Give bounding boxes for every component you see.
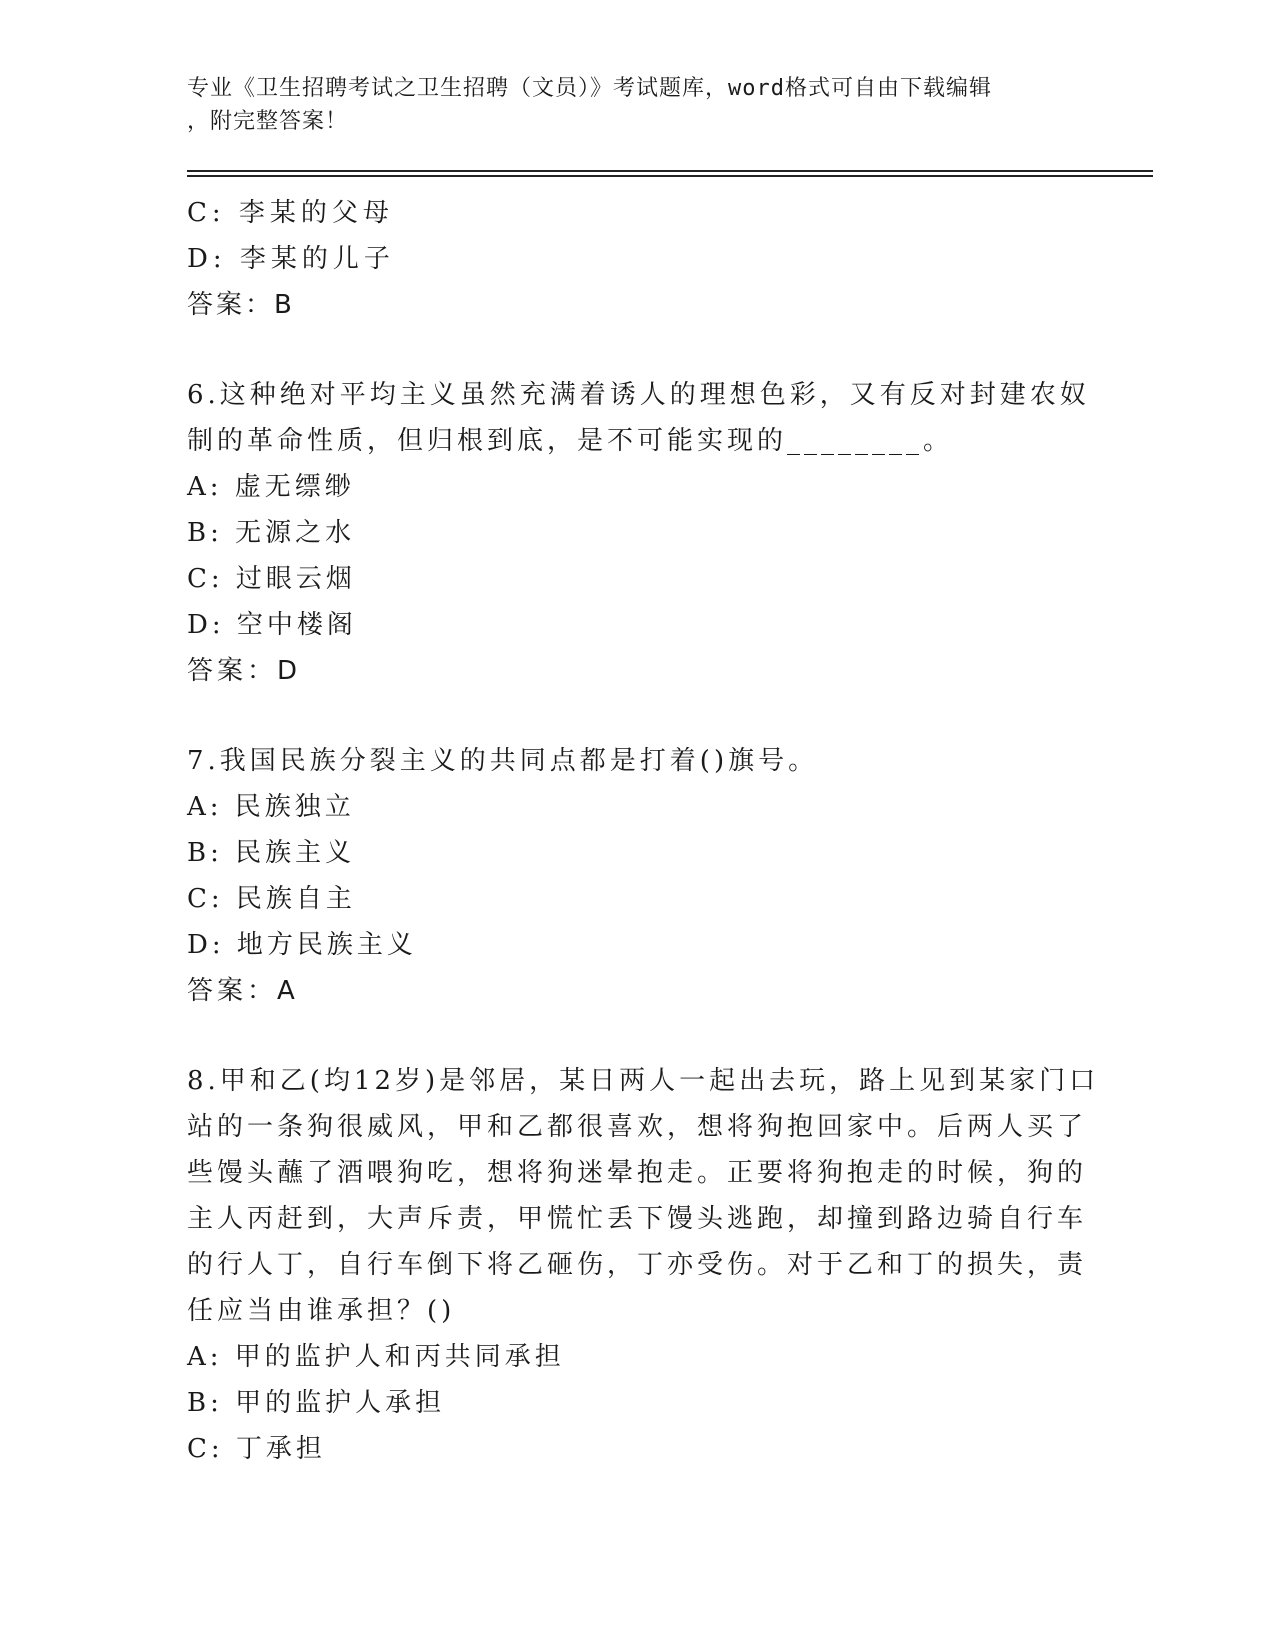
question-8 bbox=[187, 1058, 1100, 1472]
question-8-text-line-4: 主人丙赶到，大声斥责，甲慌忙丢下馒头逃跑，却撞到路边骑自行车 bbox=[187, 1204, 1088, 1234]
question-6-text-line-2: 制的革命性质，但归根到底，是不可能实现的________。 bbox=[187, 426, 954, 456]
option-b: B: 无源之水 bbox=[187, 518, 356, 548]
option-c: C: 丁承担 bbox=[187, 1434, 326, 1464]
question-8-text-line-5: 的行人丁，自行车倒下将乙砸伤，丁亦受伤。对于乙和丁的损失，责 bbox=[187, 1250, 1088, 1280]
option-d: D: 李某的儿子 bbox=[187, 244, 395, 274]
answer: 答案：B bbox=[187, 290, 295, 320]
option-c: C: 过眼云烟 bbox=[187, 564, 356, 594]
header-title-line-2: ，附完整答案！ bbox=[187, 109, 349, 134]
question-8-text-line-1: 8.甲和乙(均12岁)是邻居，某日两人一起出去玩，路上见到某家门口 bbox=[187, 1066, 1100, 1096]
question-6 bbox=[187, 372, 1090, 694]
header-divider-top bbox=[187, 170, 1153, 172]
option-c: C: 民族自主 bbox=[187, 884, 356, 914]
option-b: B: 甲的监护人承担 bbox=[187, 1388, 446, 1418]
header-title-line-1: 专业《卫生招聘考试之卫生招聘（文员）》考试题库，word格式可自由下载编辑 bbox=[187, 76, 992, 101]
option-a: A: 虚无缥缈 bbox=[187, 472, 355, 502]
answer: 答案：A bbox=[187, 976, 299, 1006]
option-d: D: 空中楼阁 bbox=[187, 610, 357, 640]
option-b: B: 民族主义 bbox=[187, 838, 356, 868]
document-header bbox=[187, 72, 1087, 138]
answer: 答案：D bbox=[187, 656, 302, 686]
question-8-text-line-6: 任应当由谁承担？() bbox=[187, 1296, 456, 1326]
option-a: A: 甲的监护人和丙共同承担 bbox=[187, 1342, 565, 1372]
question-5-tail bbox=[187, 190, 1087, 328]
question-7-text-line-1: 7.我国民族分裂主义的共同点都是打着()旗号。 bbox=[187, 746, 819, 776]
header-divider-bottom bbox=[187, 175, 1153, 177]
question-content bbox=[187, 190, 1100, 1472]
question-8-text-line-3: 些馒头蘸了酒喂狗吃，想将狗迷晕抱走。正要将狗抱走的时候，狗的 bbox=[187, 1158, 1088, 1188]
option-a: A: 民族独立 bbox=[187, 792, 355, 822]
question-6-text-line-1: 6.这种绝对平均主义虽然充满着诱人的理想色彩，又有反对封建农奴 bbox=[187, 380, 1090, 410]
option-c: C: 李某的父母 bbox=[187, 198, 394, 228]
question-8-text-line-2: 站的一条狗很威风，甲和乙都很喜欢，想将狗抱回家中。后两人买了 bbox=[187, 1112, 1088, 1142]
option-d: D: 地方民族主义 bbox=[187, 930, 417, 960]
question-7 bbox=[187, 738, 1087, 1014]
